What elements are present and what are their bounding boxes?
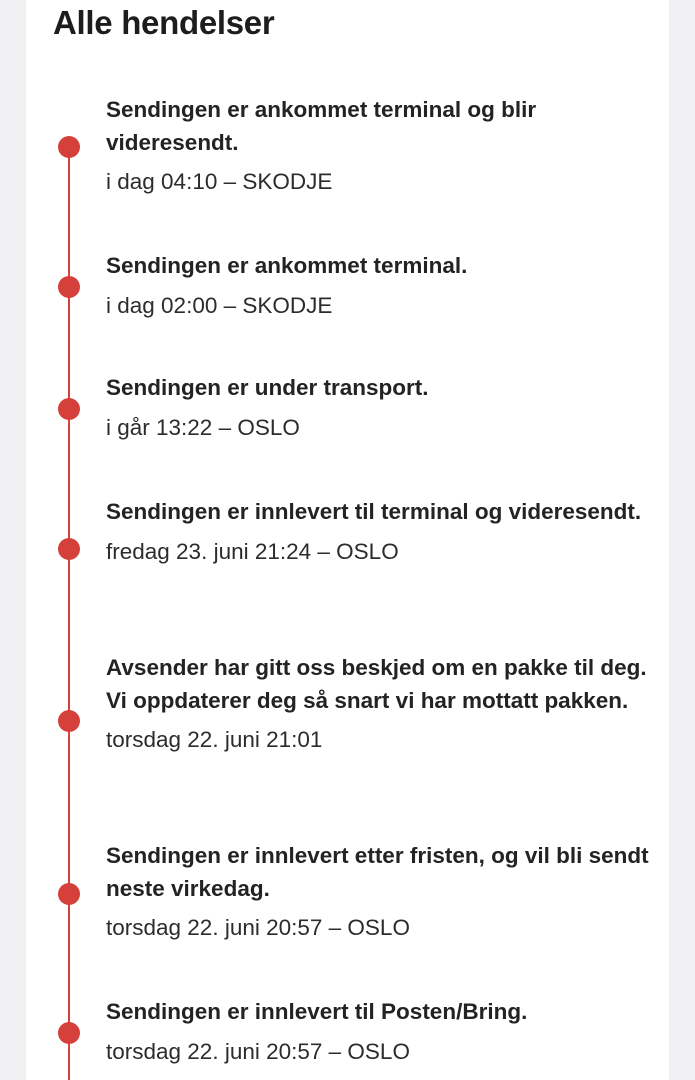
timeline-event (106, 496, 651, 567)
timeline-dot (58, 398, 80, 420)
event-title: Sendingen er innlevert til Posten/Bring. (106, 999, 528, 1024)
event-timestamp-location: torsdag 22. juni 20:57 – OSLO (106, 1038, 410, 1064)
event-timestamp-location: torsdag 22. juni 20:57 – OSLO (106, 915, 410, 940)
event-timestamp-location: fredag 23. juni 21:24 – OSLO (106, 538, 399, 564)
event-title: Avsender har gitt oss beskjed om en pakke til deg. Vi oppdaterer deg så snart vi har mottatt pakken. (106, 655, 647, 713)
event-timestamp-location: torsdag 22. juni 21:01 (106, 727, 323, 752)
event-timestamp-location: i dag 04:10 – SKODJE (106, 169, 333, 194)
timeline-dot (58, 1022, 80, 1044)
timeline-dot (58, 538, 80, 560)
timeline-event (106, 94, 651, 197)
timeline-event (106, 372, 651, 443)
event-title: Sendingen er ankommet terminal og blir videresendt. (106, 97, 537, 155)
event-title: Sendingen er ankommet terminal. (106, 253, 468, 278)
timeline-dot (58, 276, 80, 298)
timeline-event (106, 840, 651, 943)
event-title: Sendingen er innlevert etter fristen, og vil bli sendt neste virkedag. (106, 843, 649, 901)
timeline-dot (58, 710, 80, 732)
event-timestamp-location: i går 13:22 – OSLO (106, 414, 300, 440)
event-title: Sendingen er innlevert til terminal og videresendt. (106, 499, 642, 524)
timeline-dot (58, 136, 80, 158)
timeline-event (106, 996, 651, 1067)
event-timestamp-location: i dag 02:00 – SKODJE (106, 292, 333, 318)
timeline-dot (58, 883, 80, 905)
timeline-event (106, 250, 651, 321)
timeline-event (106, 652, 651, 755)
event-title: Sendingen er under transport. (106, 375, 429, 400)
page-title: Alle hendelser (53, 4, 275, 41)
